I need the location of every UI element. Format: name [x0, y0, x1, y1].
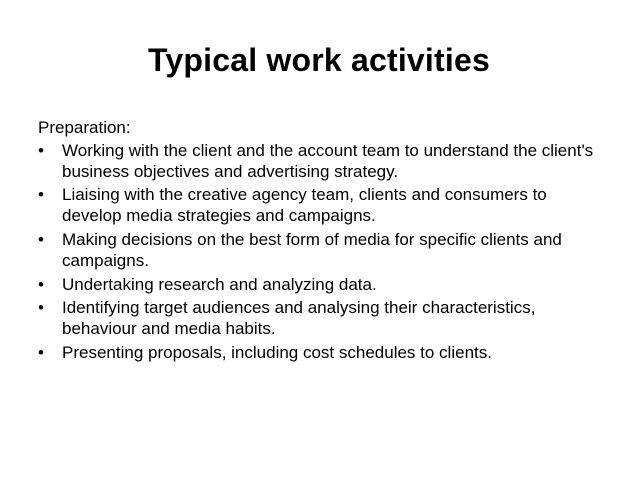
bullet-item-target-audiences	[38, 298, 598, 340]
bullet-list	[38, 141, 598, 364]
bullet-item-research	[38, 275, 598, 296]
bullet-item-liaising	[38, 185, 598, 227]
bullet-icon: •	[38, 298, 44, 318]
bullet-text: Identifying target audiences and analysing their characteristics, behaviour and media habits.	[62, 298, 536, 339]
bullet-icon: •	[38, 140, 44, 160]
bullet-text: Working with the client and the account team to understand the client's business objectives and advertising strategy.	[62, 140, 594, 181]
bullet-icon: •	[38, 274, 44, 294]
bullet-text: Liaising with the creative agency team, clients and consumers to develop media strategies and campaigns.	[62, 185, 547, 226]
bullet-item-proposals	[38, 343, 598, 364]
slide-body	[38, 118, 598, 367]
slide-title: Typical work activities	[148, 42, 490, 78]
bullet-icon: •	[38, 342, 44, 362]
bullet-icon: •	[38, 229, 44, 249]
bullet-text: Presenting proposals, including cost schedules to clients.	[62, 342, 492, 362]
bullet-text: Undertaking research and analyzing data.	[62, 274, 377, 294]
section-label: Preparation:	[38, 118, 131, 137]
bullet-icon: •	[38, 185, 44, 205]
bullet-item-client-objectives	[38, 141, 598, 183]
bullet-text: Making decisions on the best form of media for specific clients and campaigns.	[62, 229, 562, 270]
bullet-item-media-decisions	[38, 230, 598, 272]
